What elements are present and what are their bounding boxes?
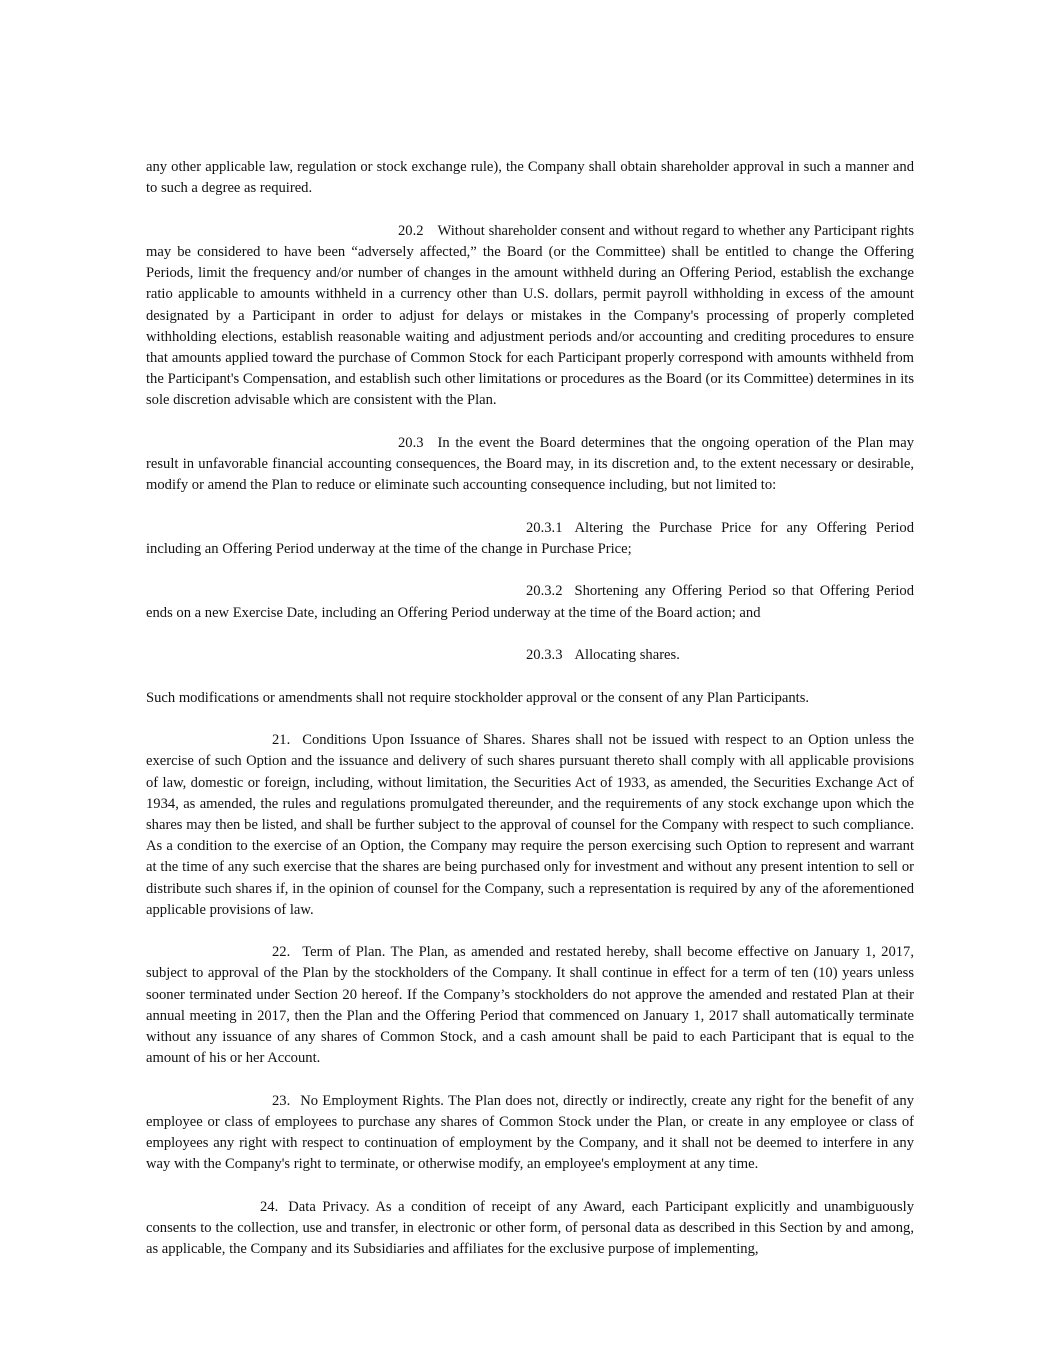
section-number: 21. xyxy=(272,732,291,749)
paragraph-20-3 xyxy=(146,433,914,497)
paragraph-text: Term of Plan. The Plan, as amended and restated hereby, shall become effective on January 1, 2017, subject to approval of the Plan by the stockholders of the Company. It shall continue in effect for a term of ten (10) years unless sooner terminated under Section 20 hereof. If the Company’s stockholders do not approve the amended and restated Plan at their annual meeting in 2017, then the Plan and the Offering Period that commenced on January 1, 2017 shall automatically terminate without any issuance of any shares of Common Stock, and a cash amount shall be paid to each Participant that is equal to the amount of his or her Account. xyxy=(146,944,914,1067)
paragraph-21 xyxy=(146,730,914,921)
section-number: 20.3.2 xyxy=(526,583,563,600)
paragraph-20-3-3 xyxy=(146,645,914,666)
paragraph-text: Data Privacy. As a condition of receipt of any Award, each Participant explicitly and unambiguously consents to the collection, use and transfer, in electronic or other form, of personal data as described in this Section by and among, as applicable, the Company and its Subsidiaries and affiliates for the exclusive purpose of implementing, xyxy=(146,1198,914,1258)
document-page xyxy=(146,157,914,1261)
paragraph-text: Altering the Purchase Price for any Offering Period including an Offering Period underway at the time of the change in Purchase Price; xyxy=(146,519,914,557)
section-number: 23. xyxy=(272,1092,291,1109)
paragraph-23 xyxy=(146,1091,914,1176)
paragraph-text: Allocating shares. xyxy=(574,647,680,664)
paragraph-modifications xyxy=(146,688,914,709)
paragraph-text: Without shareholder consent and without regard to whether any Participant rights may be considered to have been “adversely affected,” the Board (or the Committee) shall be entitled to change the Offering Periods, limit the frequency and/or number of changes in the amount withheld during an Offering Period, establish the exchange ratio applicable to amounts withheld in a currency other than U.S. dollars, permit payroll withholding in excess of the amount designated by a Participant in order to adjust for delays or mistakes in the Company's processing of properly completed withholding elections, establish reasonable waiting and adjustment periods and/or accounting and crediting procedures to ensure that amounts applied toward the purchase of Common Stock for each Participant properly correspond with amounts withheld from the Participant's Compensation, and establish such other limitations or procedures as the Board (or its Committee) determines in its sole discretion advisable which are consistent with the Plan. xyxy=(146,222,914,409)
section-number: 24. xyxy=(260,1198,279,1215)
section-number: 20.3.3 xyxy=(526,647,563,664)
paragraph-text: Such modifications or amendments shall not require stockholder approval or the consent of any Plan Participants. xyxy=(146,689,810,706)
paragraph-20-3-1 xyxy=(146,518,914,560)
paragraph-text: No Employment Rights. The Plan does not, directly or indirectly, create any right for the benefit of any employee or class of employees to purchase any shares of Common Stock under the Plan, or create in any employee or class of employees any right with respect to continuation of employment by the Company, and it shall not be deemed to interfere in any way with the Company's right to terminate, or otherwise modify, an employee's employment at any time. xyxy=(146,1092,914,1173)
paragraph-text: any other applicable law, regulation or stock exchange rule), the Company shall obtain shareholder approval in such a manner and to such a degree as required. xyxy=(146,159,914,197)
paragraph-22 xyxy=(146,942,914,1069)
paragraph-text: Conditions Upon Issuance of Shares. Shares shall not be issued with respect to an Option unless the exercise of such Option and the issuance and delivery of such shares pursuant thereto shall comply with all applicable provisions of law, domestic or foreign, including, without limitation, the Securities Act of 1933, as amended, the Securities Exchange Act of 1934, as amended, the rules and regulations promulgated thereunder, and the requirements of any stock exchange upon which the shares may then be listed, and shall be further subject to the approval of counsel for the Company with respect to such compliance. As a condition to the exercise of an Option, the Company may require the person exercising such Option to represent and warrant at the time of any such exercise that the shares are being purchased only for investment and without any present intention to sell or distribute such shares if, in the opinion of counsel for the Company, such a representation is required by any of the aforementioned applicable provisions of law. xyxy=(146,732,914,918)
paragraph-continuation xyxy=(146,157,914,199)
paragraph-24 xyxy=(146,1197,914,1261)
paragraph-text: Shortening any Offering Period so that Offering Period ends on a new Exercise Date, including an Offering Period underway at the time of the Board action; and xyxy=(146,583,914,621)
paragraph-20-3-2 xyxy=(146,581,914,623)
section-number: 20.3.1 xyxy=(526,519,563,536)
section-number: 20.3 xyxy=(398,434,424,451)
paragraph-20-2 xyxy=(146,221,914,412)
section-number: 20.2 xyxy=(398,222,424,239)
section-number: 22. xyxy=(272,944,291,961)
paragraph-text: In the event the Board determines that the ongoing operation of the Plan may result in unfavorable financial accounting consequences, the Board may, in its discretion and, to the extent necessary or desirable, modify or amend the Plan to reduce or eliminate such accounting consequence including, but not limited to: xyxy=(146,434,914,494)
